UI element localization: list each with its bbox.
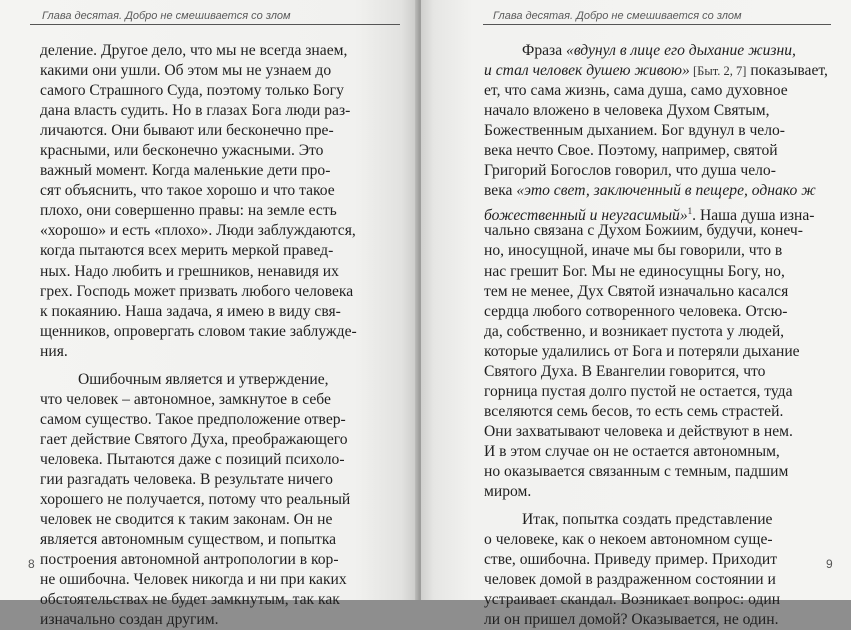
text-line: ния. — [40, 342, 68, 360]
text-line: Ошибочным является и утверждение, — [78, 370, 329, 388]
text-line: но, иносущной, иначе мы бы говорили, что в — [484, 242, 783, 260]
text-line: устраивает скандал. Возникает вопрос: один — [484, 591, 781, 609]
text-line: личаются. Они бывают или бесконечно пре- — [40, 122, 334, 140]
text-line: да, собственно, и возникает пустота у людей, — [484, 322, 785, 340]
text-line: миром. — [484, 483, 532, 501]
text-line: Григорий Богослов говорил, что душа чело- — [484, 162, 776, 180]
text-line: Итак, попытка создать представление — [522, 511, 773, 529]
left-page-text — [40, 41, 390, 630]
text-line: ли он пришел домой? Оказывается, не один. — [484, 611, 779, 629]
text-run: Фраза — [522, 42, 567, 59]
scripture-quote: «вдунул в лице его дыхание жизни, — [566, 42, 796, 59]
text-line: построения автономной антропологии в кор- — [40, 551, 339, 569]
text-line: стве, ошибочна. Приведу пример. Приходит — [484, 551, 778, 569]
text-line: обстоятельствах не будет замкнутым, так как — [40, 591, 340, 609]
footnote-marker: 1 — [687, 206, 693, 217]
text-line: является автономным существом, и попытка — [40, 531, 337, 549]
text-line: грех. Господь может призвать любого человека — [40, 282, 354, 300]
text-line: гии разгадать человека. В результате ничего — [40, 470, 333, 488]
text-line: Божественным дыханием. Бог вдунул в чело- — [484, 122, 785, 140]
text-run: . Наша душа изна- — [692, 207, 815, 225]
running-head: Глава десятая. Добро не смешивается со злом — [483, 10, 831, 25]
text-line: века нечто Свое. Поэтому, например, святой — [484, 142, 778, 160]
text-line: Святого Духа. В Евангелии говорится, что — [484, 362, 766, 380]
text-line: которые удалились от Бога и потеряли дыхание — [484, 342, 800, 360]
text-line: щенников, опровергать словом такие заблужде- — [40, 322, 357, 340]
text-line — [484, 61, 828, 81]
text-line: человек домой в раздраженном состоянии и — [484, 571, 776, 589]
text-line — [484, 201, 824, 225]
text-line — [484, 41, 824, 61]
text-line: сердца любого сотворенного человека. Отсю- — [484, 302, 788, 320]
right-page-text — [484, 41, 828, 630]
text-line: изначально создан другим. — [40, 611, 219, 629]
text-line: ет, что сама жизнь, сама душа, само духовное — [484, 82, 788, 100]
text-line: не ошибочна. Человек никогда и ни при каких — [40, 571, 347, 589]
text-line: человек не сводится к таким законам. Он не — [40, 511, 333, 529]
text-line: самом существо. Такое предположение отвер- — [40, 410, 346, 428]
text-line: горница пустая долго пустой не остается, туда — [484, 382, 793, 400]
text-run: века — [484, 182, 517, 200]
text-line: но оказывается связанным с темным, падшим — [484, 462, 789, 480]
text-line: сят объяснить, что такое хорошо и что такое — [40, 182, 335, 200]
running-head: Глава десятая. Добро не смешивается со злом — [30, 10, 400, 25]
left-page — [0, 0, 418, 629]
bible-reference: [Быт. 2, 7] — [689, 64, 747, 79]
text-line: И в этом случае он не остается автономным, — [484, 442, 780, 460]
text-line: какими они ушли. Об этом мы не узнаем до — [40, 62, 332, 80]
text-line: когда пытаются всех мерить меркой правед- — [40, 242, 334, 260]
text-line: гает действие Святого Духа, преображающего — [40, 430, 348, 448]
text-line: красными, или бесконечно ужасными. Это — [40, 142, 324, 160]
text-line: «хорошо» и есть «плохо». Люди заблуждаются, — [40, 222, 356, 240]
text-line: нас грешит Бог. Мы не единосущны Богу, но, — [484, 262, 785, 280]
text-line: дана власть судить. Но в глазах Бога люди раз- — [40, 102, 351, 120]
text-line: ных. Надо любить и грешников, ненавидя их — [40, 262, 339, 280]
text-line: самого Страшного Суда, поэтому только Богу — [40, 82, 344, 100]
text-line: чально связана с Духом Божиим, будучи, конеч- — [484, 222, 803, 240]
text-line: начало вложено в человека Духом Святым, — [484, 102, 770, 120]
text-line: к покаянию. Наша задача, я имею в виду свя- — [40, 302, 341, 320]
patristic-quote: божественный и неугасимый» — [484, 207, 688, 225]
text-line: Они захватывают человека и действуют в нем. — [484, 422, 793, 440]
text-run: показывает, — [746, 62, 828, 80]
page-number: 9 — [826, 557, 833, 571]
patristic-quote: «это свет, заключенный в пещере, однако ж — [516, 182, 816, 200]
right-page — [421, 0, 851, 629]
text-line: что человек – автономное, замкнутое в себе — [40, 390, 331, 408]
scripture-quote: и стал человек душею живою» — [484, 62, 690, 80]
text-line: вселяются семь бесов, то есть семь страстей. — [484, 402, 784, 420]
text-line: о человеке, как о некоем автономном суще- — [484, 531, 773, 549]
text-line — [484, 181, 824, 201]
text-line: плохо, они совершенно правы: на земле есть — [40, 202, 337, 220]
text-line: важный момент. Когда маленькие дети про- — [40, 162, 331, 180]
text-line: человека. Пытаются даже с позиций психоло- — [40, 450, 345, 468]
text-line: хорошего не получается, потому что реальный — [40, 491, 351, 509]
text-line: деление. Другое дело, что мы не всегда знаем, — [40, 42, 348, 59]
text-line: тем не менее, Дух Святой изначально касался — [484, 282, 789, 300]
page-number: 8 — [28, 557, 35, 571]
